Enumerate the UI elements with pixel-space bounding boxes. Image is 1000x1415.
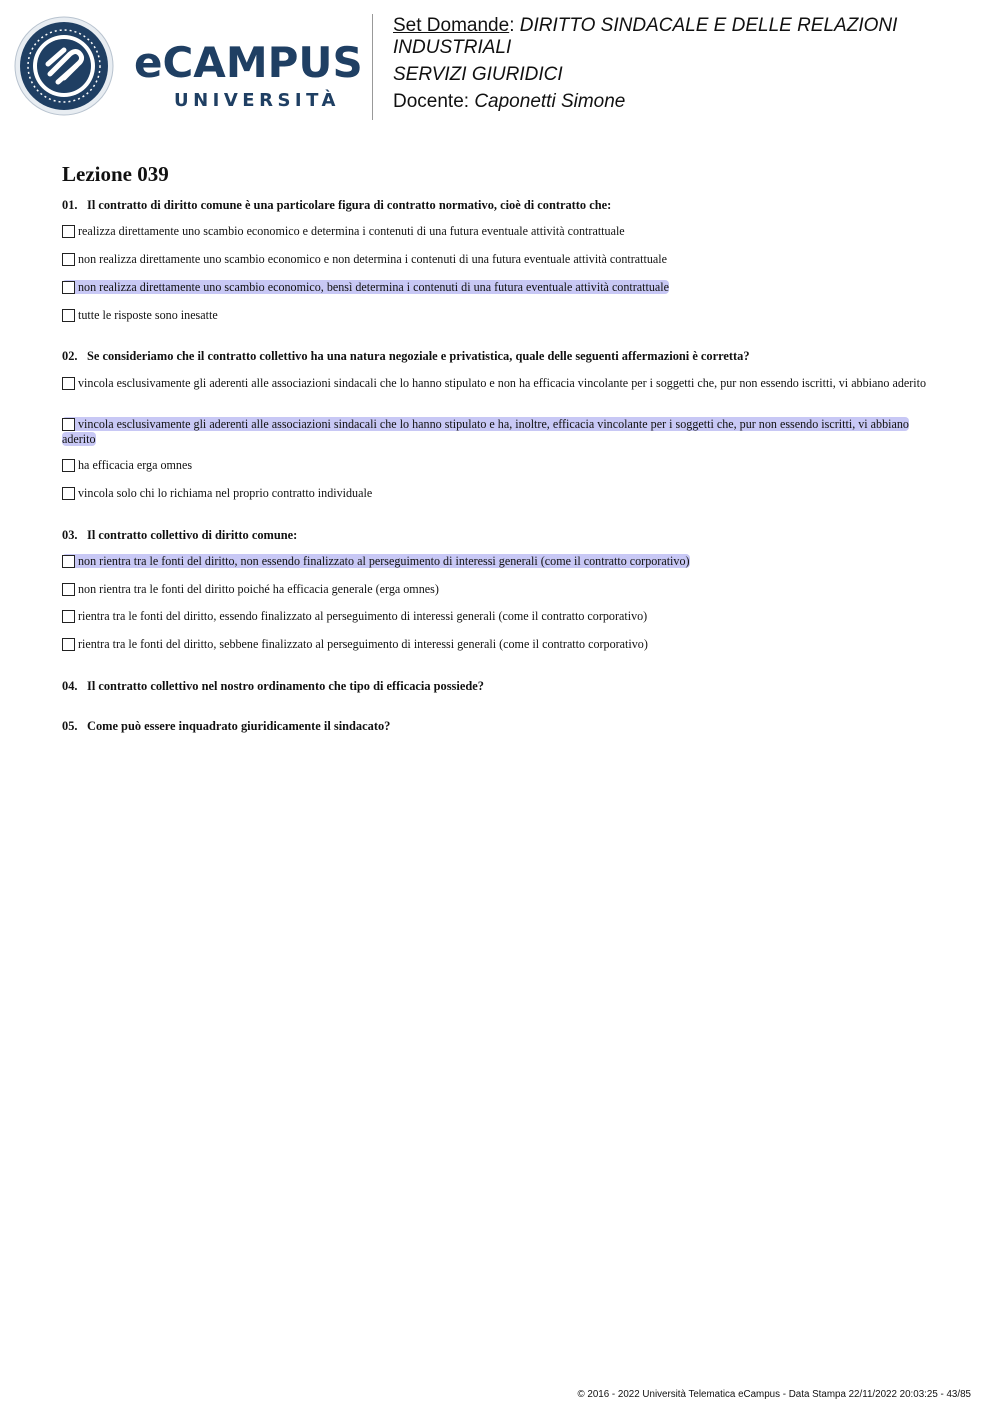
- highlighted-answer: [62, 280, 669, 294]
- question-1: [62, 198, 942, 213]
- answer-checkbox[interactable]: [62, 555, 75, 568]
- header-info: [393, 15, 983, 113]
- program-name: SERVIZI GIURIDICI: [393, 64, 563, 85]
- wordmark: eCAMPUS: [134, 38, 363, 87]
- option-3d: [62, 637, 942, 652]
- highlighted-answer: [62, 417, 909, 446]
- option-text: ha efficacia erga omnes: [78, 458, 193, 472]
- page-footer: © 2016 - 2022 Università Telematica eCampus - Data Stampa 22/11/2022 20:03:25 - 43/85: [577, 1389, 971, 1400]
- lesson-title: Lezione 039: [62, 162, 169, 186]
- option-text: tutte le risposte sono inesatte: [78, 308, 218, 322]
- answer-checkbox[interactable]: [62, 225, 75, 238]
- option-text: non rientra tra le fonti del diritto poiché ha efficacia generale (erga omnes): [78, 582, 439, 596]
- question-3: [62, 528, 942, 543]
- question-number: 03.: [62, 528, 78, 542]
- option-text: non realizza direttamente uno scambio economico e non determina i contenuti di una futura eventuale attività contrattuale: [78, 252, 668, 266]
- teacher-name: Caponetti Simone: [474, 91, 626, 112]
- question-number: 05.: [62, 719, 78, 733]
- option-3c: [62, 609, 942, 624]
- course-line: [393, 15, 983, 59]
- question-2: [62, 349, 942, 364]
- set-colon: :: [509, 15, 520, 36]
- option-text: vincola esclusivamente gli aderenti alle associazioni sindacali che lo hanno stipulato e non ha efficacia vincolante per i soggetti che, pur non essendo iscritti, vi abbiano aderito: [78, 376, 927, 390]
- answer-checkbox[interactable]: [62, 281, 75, 294]
- answer-checkbox[interactable]: [62, 610, 75, 623]
- ecampus-seal-icon: [14, 16, 114, 116]
- highlighted-answer: [62, 554, 690, 568]
- ecampus-logo: [14, 14, 363, 118]
- wordmark-subtitle: UNIVERSITÀ: [174, 90, 340, 111]
- question-number: 04.: [62, 679, 78, 693]
- answer-checkbox[interactable]: [62, 638, 75, 651]
- option-3b: [62, 582, 942, 597]
- option-text: vincola esclusivamente gli aderenti alle associazioni sindacali che lo hanno stipulato e ha, inoltre, efficacia vincolante per i soggetti che, pur non essendo iscritti, vi abbiano aderito: [62, 417, 909, 446]
- option-2d: [62, 486, 942, 501]
- question-number: 02.: [62, 349, 78, 363]
- answer-checkbox[interactable]: [62, 583, 75, 596]
- option-2c: [62, 458, 942, 473]
- option-text: non rientra tra le fonti del diritto, non essendo finalizzato al perseguimento di interessi generali (come il contratto corporativo): [78, 554, 690, 568]
- option-1c: [62, 280, 942, 295]
- answer-checkbox[interactable]: [62, 487, 75, 500]
- option-1d: [62, 308, 942, 323]
- option-text: rientra tra le fonti del diritto, sebbene finalizzato al perseguimento di interessi generali (come il contratto corporativo): [78, 637, 648, 651]
- question-number: 01.: [62, 198, 78, 212]
- option-text: vincola solo chi lo richiama nel proprio contratto individuale: [78, 486, 373, 500]
- teacher-line: [393, 91, 983, 113]
- teacher-label: Docente:: [393, 91, 475, 112]
- option-1b: [62, 252, 942, 267]
- question-text: Il contratto di diritto comune è una particolare figura di contratto normativo, cioè di contratto che:: [87, 198, 612, 212]
- question-text: Il contratto collettivo di diritto comune:: [87, 528, 298, 542]
- option-3a: [62, 554, 942, 569]
- question-4: [62, 679, 942, 694]
- option-text: realizza direttamente uno scambio economico e determina i contenuti di una futura eventuale attività contrattuale: [78, 224, 625, 238]
- answer-checkbox[interactable]: [62, 377, 75, 390]
- option-text: non realizza direttamente uno scambio economico, bensì determina i contenuti di una futura eventuale attività contrattuale: [78, 280, 670, 294]
- header-divider: [372, 14, 373, 120]
- answer-checkbox[interactable]: [62, 459, 75, 472]
- question-text: Se consideriamo che il contratto collettivo ha una natura negoziale e privatistica, quale delle seguenti affermazioni è corretta?: [87, 349, 750, 363]
- answer-checkbox[interactable]: [62, 253, 75, 266]
- course-title: DIRITTO SINDACALE E DELLE RELAZIONI INDUSTRIALI: [393, 15, 898, 58]
- question-text: Il contratto collettivo nel nostro ordinamento che tipo di efficacia possiede?: [87, 679, 484, 693]
- option-1a: [62, 224, 942, 239]
- question-text: Come può essere inquadrato giuridicamente il sindacato?: [87, 719, 391, 733]
- option-text: rientra tra le fonti del diritto, essendo finalizzato al perseguimento di interessi generali (come il contratto corporativo): [78, 609, 648, 623]
- answer-checkbox[interactable]: [62, 309, 75, 322]
- answer-checkbox[interactable]: [62, 418, 75, 431]
- set-label: Set Domande: [393, 15, 510, 36]
- question-5: [62, 719, 942, 734]
- option-2a: [62, 376, 942, 391]
- option-2b: [62, 417, 942, 447]
